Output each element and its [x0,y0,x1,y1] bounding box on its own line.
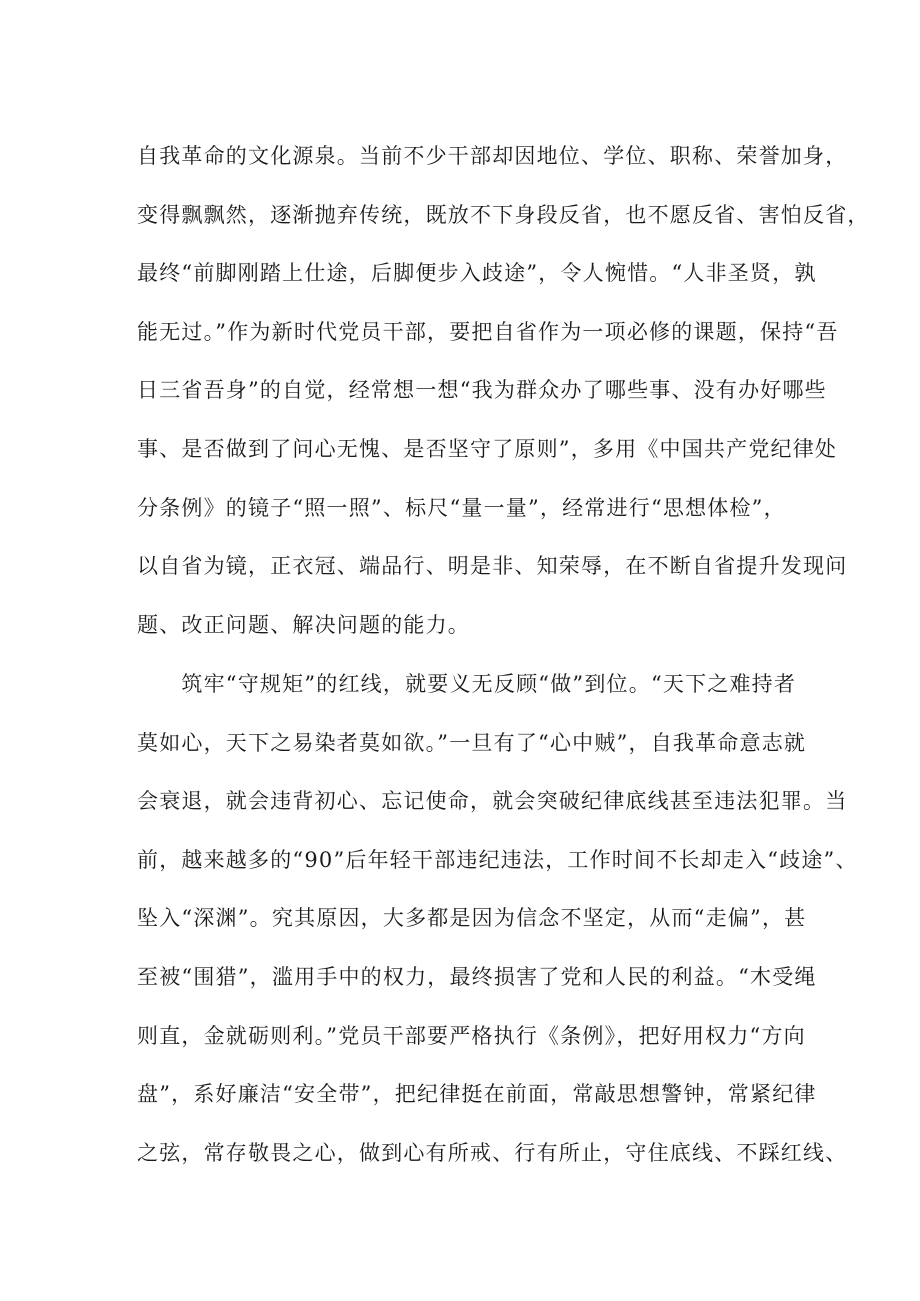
text-line: 以自省为镜，正衣冠、端品行、明是非、知荣辱，在不断自省提升发现问 [137,554,848,579]
text-line: 能无过。”作为新时代党员干部，要把自省作为一项必修的课题，保持“吾 [137,319,839,344]
paragraph-2 [137,655,858,1182]
text-line: 则直，金就砺则利。”党员干部要严格执行《条例》，把好用权力“方向 [137,1023,806,1048]
text-line: 自我革命的文化源泉。当前不少干部却因地位、学位、职称、荣誉加身， [137,144,848,168]
text-line: 盘”，系好廉洁“安全带”，把纪律挺在前面，常敲思想警钟，常紧纪律 [137,1082,817,1107]
text-line: 分条例》的镜子“照一照”、标尺“量一量”，经常进行“思想体检”， [137,495,786,520]
text-line: 至被“围猎”，滥用手中的权力，最终损害了党和人民的利益。“木受绳 [137,964,817,989]
text-line: 日三省吾身”的自觉，经常想一想“我为群众办了哪些事、没有办好哪些 [137,378,827,403]
text-line: 筑牢“守规矩”的红线，就要义无反顾“做”到位。“天下之难持者 [137,672,797,696]
text-line: 会衰退，就会违背初心、忘记使命，就会突破纪律底线甚至违法犯罪。当 [137,789,848,814]
paragraph-1 [137,127,870,654]
text-line: 变得飘飘然，逐渐抛弃传统，既放不下身段反省，也不愿反省、害怕反省， [137,202,870,227]
text-line: 莫如心，天下之易染者莫如欲。”一旦有了“心中贼”，自我革命意志就 [137,730,807,755]
text-line: 最终“前脚刚踏上仕途，后脚便步入歧途”，令人惋惜。“人非圣贤，孰 [137,261,817,286]
text-line: 前，越来越多的“90”后年轻干部违纪违法，工作时间不长却走入“歧途”、 [137,847,858,872]
text-line: 坠入“深渊”。究其原因，大多都是因为信念不坚定，从而“走偏”，甚 [137,906,807,931]
text-line: 事、是否做到了问心无愧、是否坚守了原则”，多用《中国共产党纪律处 [137,436,838,461]
text-line: 之弦，常存敬畏之心，做到心有所戒、行有所止，守住底线、不踩红线、 [137,1140,848,1165]
text-line: 题、改正问题、解决问题的能力。 [137,612,470,637]
